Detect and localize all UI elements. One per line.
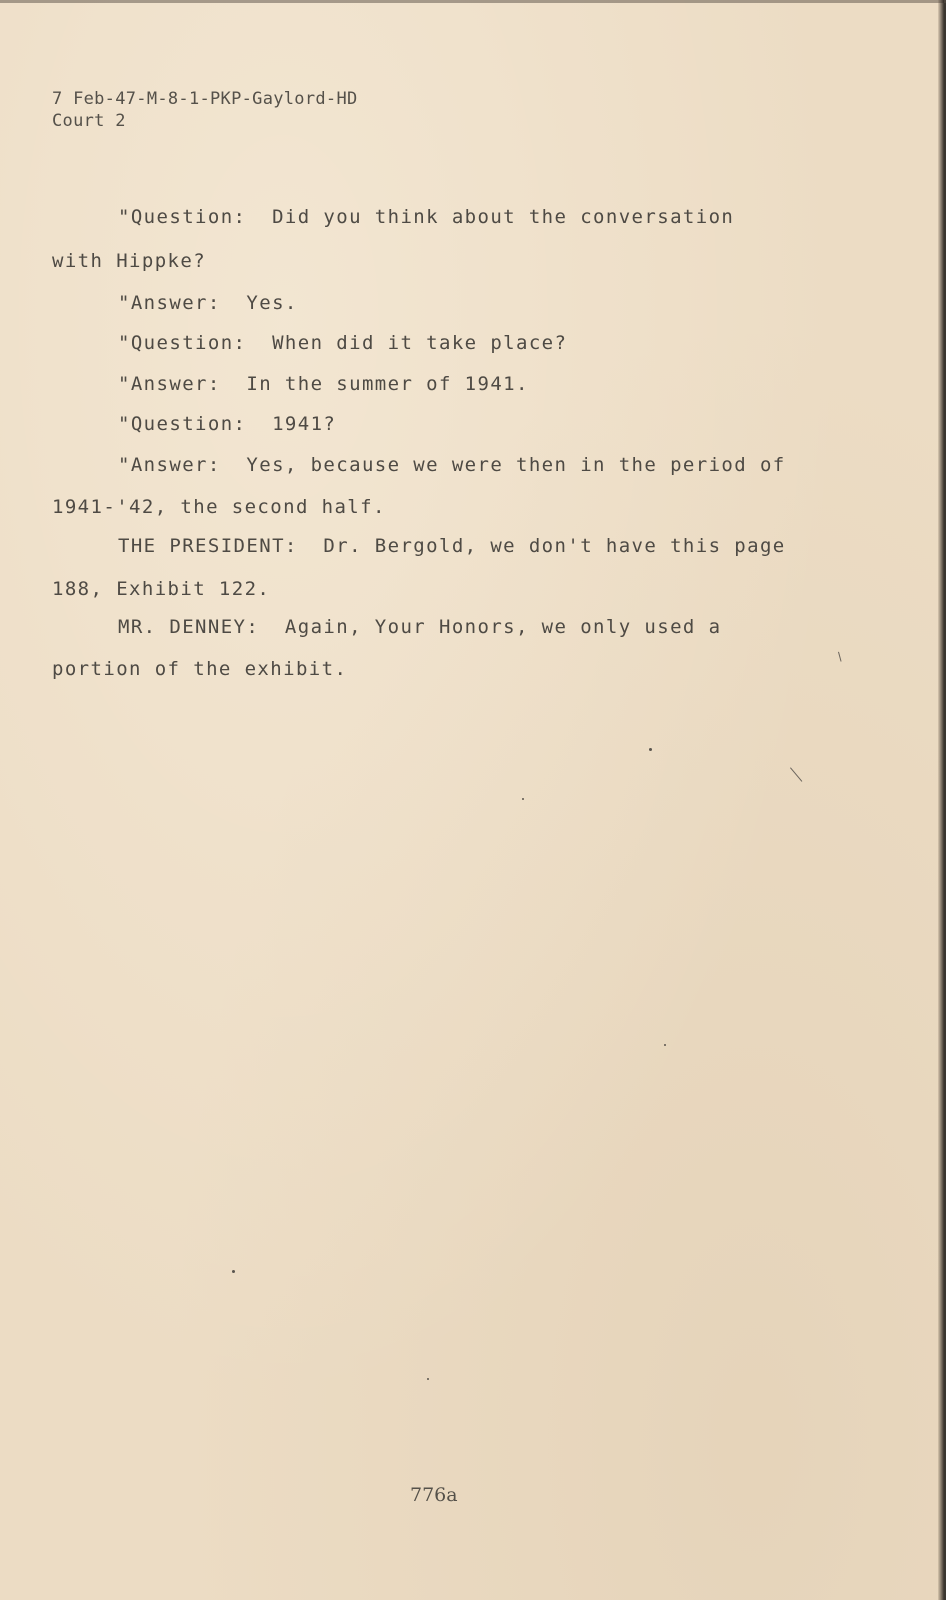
transcript-line: portion of the exhibit. [52, 658, 348, 680]
document-header [52, 88, 358, 132]
paper-speck [664, 1044, 666, 1046]
transcript-line: MR. DENNEY: Again, Your Honors, we only used a [118, 616, 722, 638]
paper-speck [649, 748, 652, 751]
transcript-line: "Question: 1941? [118, 413, 337, 435]
transcript-line: with Hippke? [52, 250, 207, 272]
transcript-line: 1941-'42, the second half. [52, 496, 386, 518]
page-right-edge [938, 0, 944, 1600]
paper-speck [522, 798, 524, 800]
header-court-line: Court 2 [52, 111, 126, 131]
transcript-line: "Question: When did it take place? [118, 332, 568, 354]
transcript-line: "Answer: Yes. [118, 292, 298, 314]
transcript-line: "Answer: Yes, because we were then in the period of [118, 454, 786, 476]
page-number: 776a [410, 1484, 458, 1506]
page-top-edge [0, 0, 946, 3]
transcript-line: "Answer: In the summer of 1941. [118, 373, 529, 395]
paper-mark [790, 767, 802, 781]
paper-speck [232, 1270, 235, 1273]
transcript-line: "Question: Did you think about the conversation [118, 206, 735, 228]
header-reference-line: 7 Feb-47-M-8-1-PKP-Gaylord-HD [52, 89, 358, 109]
transcript-line: 188, Exhibit 122. [52, 578, 271, 600]
paper-mark [838, 652, 842, 662]
paper-speck [427, 1378, 429, 1380]
transcript-line: THE PRESIDENT: Dr. Bergold, we don't have this page [118, 535, 786, 557]
